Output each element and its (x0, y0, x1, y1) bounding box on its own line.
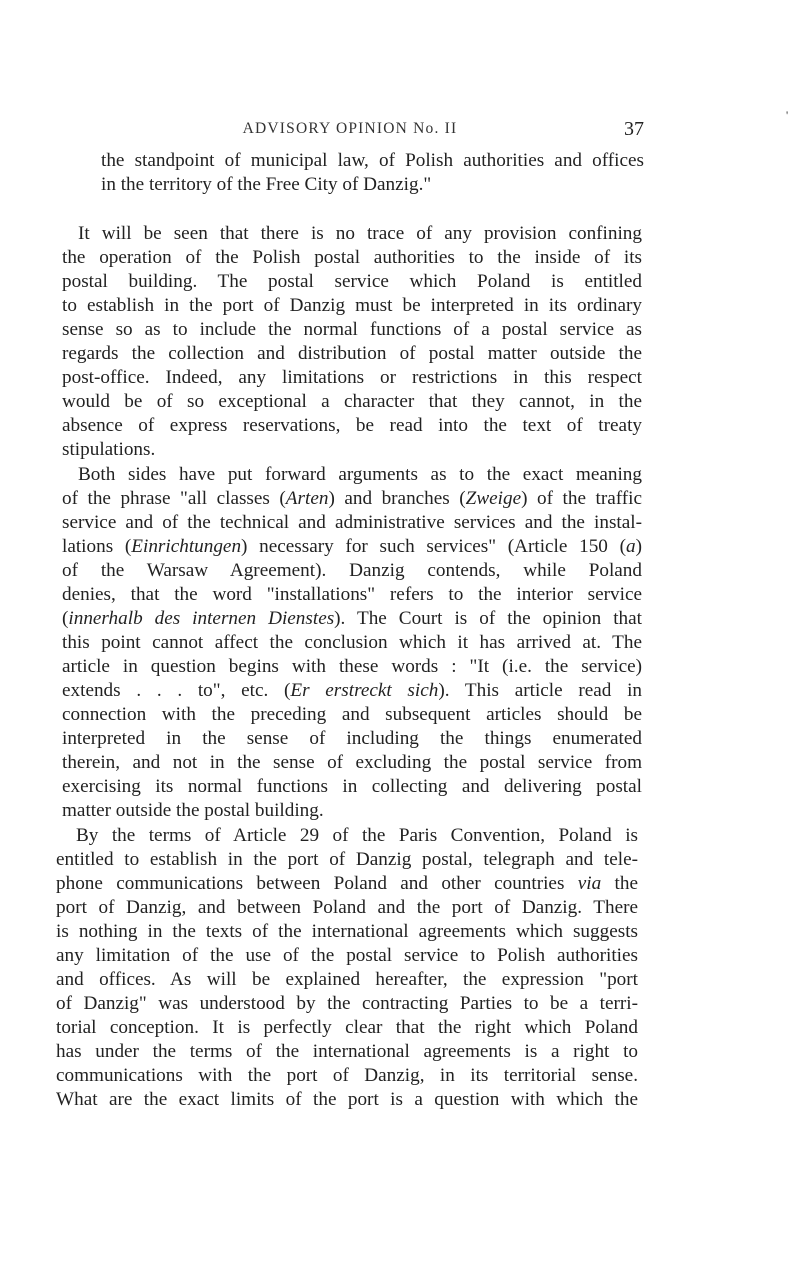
text-line: (innerhalb des internen Dienstes). The Court is of the opinion that (62, 608, 642, 629)
text-line: post-office. Indeed, any limitations or restrictions in this respect (62, 367, 642, 388)
text-line: of the phrase "all classes (Arten) and branches (Zweige) of the traffic (62, 488, 642, 509)
text-line: What are the exact limits of the port is a question with which the (56, 1089, 638, 1110)
text-line: to establish in the port of Danzig must be interpreted in its ordinary (62, 295, 642, 316)
text-line: postal building. The postal service which Poland is entitled (62, 271, 642, 292)
text-line: the standpoint of municipal law, of Polish authorities and offices (101, 150, 644, 171)
text-line: matter outside the postal building. (62, 800, 324, 821)
text-line: exercising its normal functions in collecting and delivering postal (62, 776, 642, 797)
text-line: entitled to establish in the port of Danzig postal, telegraph and tele- (56, 849, 638, 870)
text-line: Both sides have put forward arguments as to the exact meaning (78, 464, 642, 485)
page-header (56, 118, 644, 144)
text-line: has under the terms of the international agreements is a right to (56, 1041, 638, 1062)
text-line: this point cannot affect the conclusion which it has arrived at. The (62, 632, 642, 653)
text-line: therein, and not in the sense of excluding the postal service from (62, 752, 642, 773)
text-line: lations (Einrichtungen) necessary for such services" (Article 150 (a) (62, 536, 642, 557)
text-line: communications with the port of Danzig, in its territorial sense. (56, 1065, 638, 1086)
text-line: the operation of the Polish postal authorities to the inside of its (62, 247, 642, 268)
text-line: and offices. As will be explained hereafter, the expression "port (56, 969, 638, 990)
margin-mark: ' (786, 108, 789, 122)
text-line: extends . . . to", etc. (Er erstreckt sich). This article read in (62, 680, 642, 701)
text-line: denies, that the word "installations" refers to the interior service (62, 584, 642, 605)
text-line: connection with the preceding and subsequent articles should be (62, 704, 642, 725)
text-line: service and of the technical and administrative services and the instal- (62, 512, 642, 533)
text-line: in the territory of the Free City of Danzig." (101, 174, 432, 195)
text-line: By the terms of Article 29 of the Paris Convention, Poland is (76, 825, 638, 846)
text-line: It will be seen that there is no trace of any provision confining (78, 223, 642, 244)
running-title: ADVISORY OPINION No. II (242, 120, 458, 137)
text-line: absence of express reservations, be read into the text of treaty (62, 415, 642, 436)
text-line: of Danzig" was understood by the contracting Parties to be a terri- (56, 993, 638, 1014)
text-line: torial conception. It is perfectly clear that the right which Poland (56, 1017, 638, 1038)
text-line: interpreted in the sense of including the things enumerated (62, 728, 642, 749)
text-line: sense so as to include the normal functions of a postal service as (62, 319, 642, 340)
text-line: port of Danzig, and between Poland and the port of Danzig. There (56, 897, 638, 918)
text-line: would be of so exceptional a character that they cannot, in the (62, 391, 642, 412)
text-line: regards the collection and distribution of postal matter outside the (62, 343, 642, 364)
page-number: 37 (624, 118, 644, 140)
text-line: of the Warsaw Agreement). Danzig contends, while Poland (62, 560, 642, 581)
text-line: stipulations. (62, 439, 156, 460)
text-line: article in question begins with these words : "It (i.e. the service) (62, 656, 642, 677)
text-line: is nothing in the texts of the international agreements which suggests (56, 921, 638, 942)
text-line: any limitation of the use of the postal service to Polish authorities (56, 945, 638, 966)
text-line: phone communications between Poland and other countries via the (56, 873, 638, 894)
